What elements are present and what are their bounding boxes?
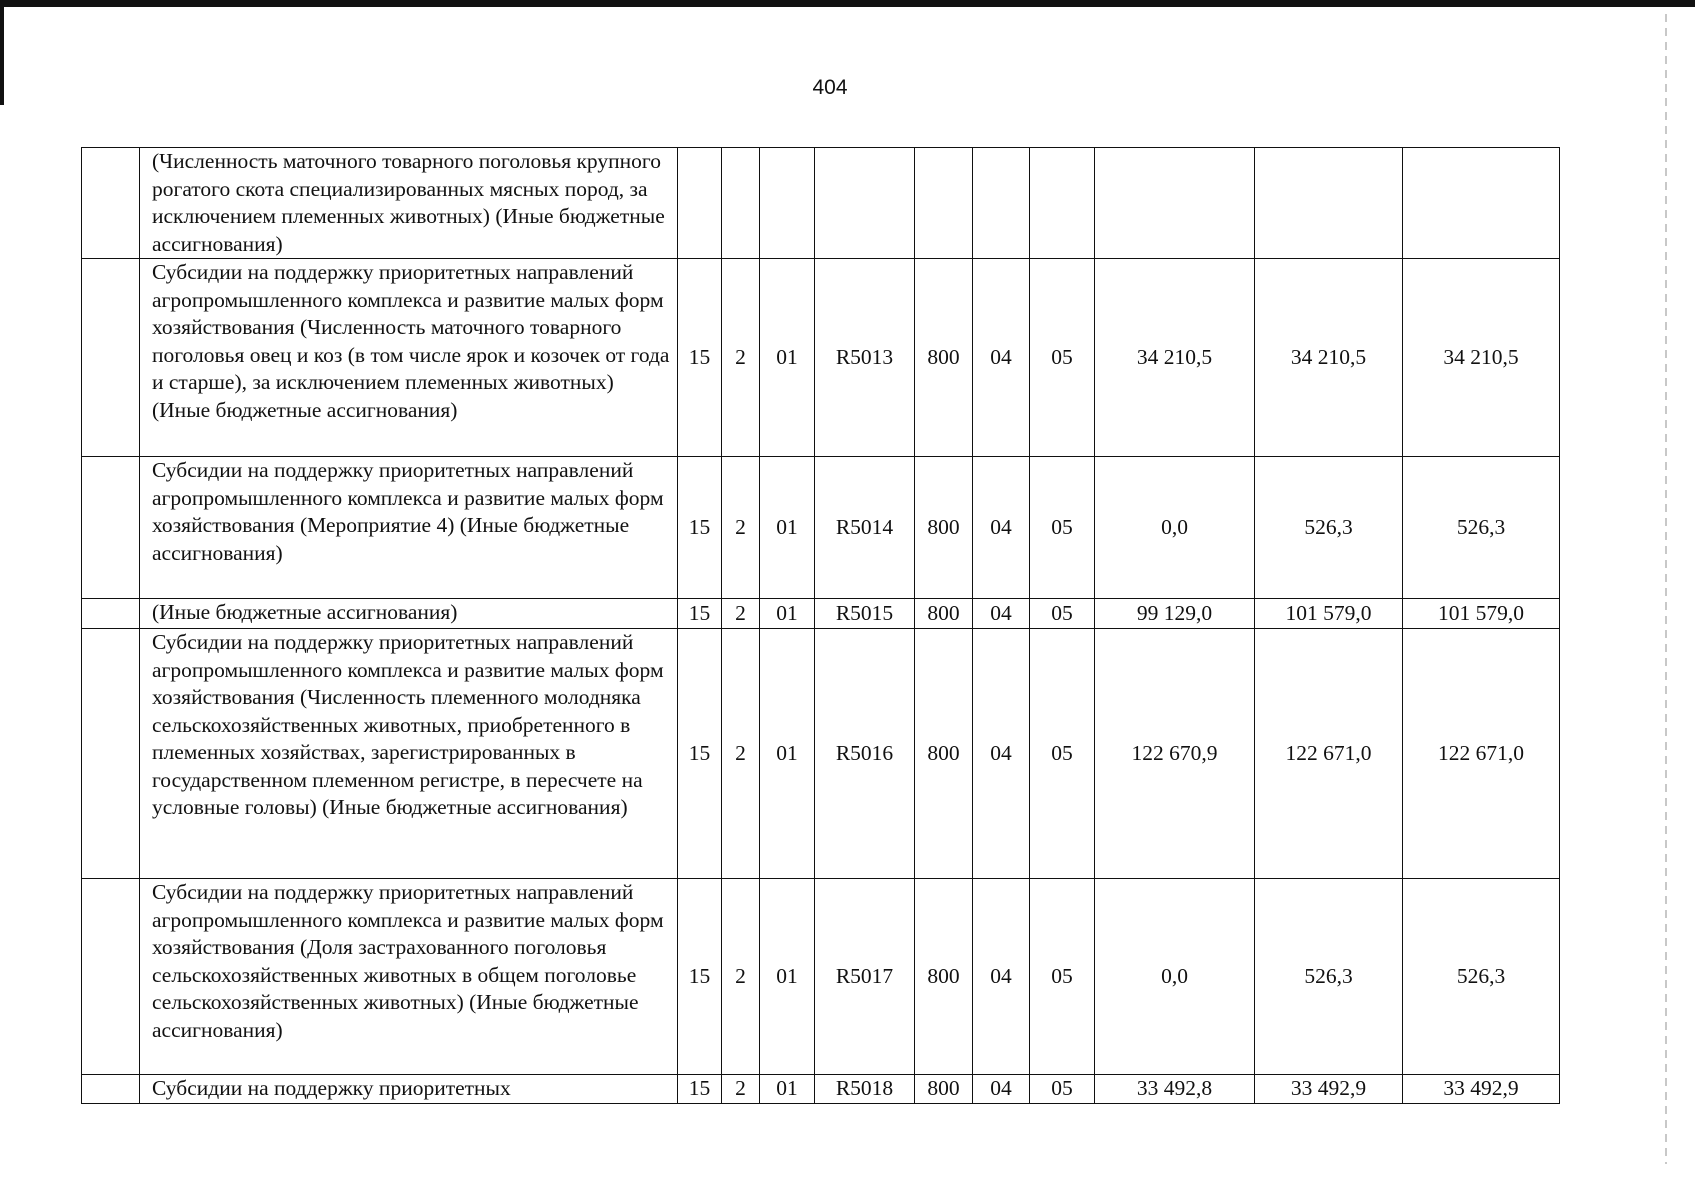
subprogram-code: 2 (722, 457, 760, 599)
row-number-cell (82, 148, 140, 259)
direction-code: R5013 (815, 259, 915, 457)
direction-code: R5015 (815, 599, 915, 629)
subsection-code: 05 (1030, 259, 1095, 457)
expense-type-code: 800 (915, 629, 973, 879)
subprogram-code: 2 (722, 879, 760, 1075)
table-row (82, 1075, 1560, 1104)
amount-year-1: 0,0 (1095, 457, 1255, 599)
subsection-code: 05 (1030, 879, 1095, 1075)
amount-year-2: 33 492,9 (1255, 1075, 1403, 1104)
direction-code: R5017 (815, 879, 915, 1075)
amount-year-2: 526,3 (1255, 457, 1403, 599)
direction-code (815, 148, 915, 259)
subsection-code: 05 (1030, 629, 1095, 879)
main-event-code: 01 (760, 457, 815, 599)
subprogram-code: 2 (722, 629, 760, 879)
expense-type-code: 800 (915, 1075, 973, 1104)
row-number-cell (82, 629, 140, 879)
expense-name: Субсидии на поддержку приоритетных направлений агропромышленного комплекса и развитие малых форм хозяйствования (Численность маточного товарного поголовья овец и коз (в том числе ярок и козочек от года и старше), за исключением племенных животных) (Иные бюджетные ассигнования) (140, 259, 678, 457)
amount-year-3: 122 671,0 (1403, 629, 1560, 879)
page-number: 404 (812, 76, 848, 99)
program-code: 15 (678, 1075, 722, 1104)
row-number-cell (82, 599, 140, 629)
table-row (82, 599, 1560, 629)
amount-year-3: 101 579,0 (1403, 599, 1560, 629)
main-event-code: 01 (760, 599, 815, 629)
section-code: 04 (973, 1075, 1030, 1104)
subprogram-code: 2 (722, 1075, 760, 1104)
amount-year-1: 122 670,9 (1095, 629, 1255, 879)
section-code (973, 148, 1030, 259)
direction-code: R5016 (815, 629, 915, 879)
subprogram-code (722, 148, 760, 259)
subprogram-code: 2 (722, 599, 760, 629)
main-event-code (760, 148, 815, 259)
amount-year-1: 34 210,5 (1095, 259, 1255, 457)
expense-type-code (915, 148, 973, 259)
scan-edge-right (1665, 14, 1667, 1164)
section-code: 04 (973, 259, 1030, 457)
amount-year-1: 33 492,8 (1095, 1075, 1255, 1104)
main-event-code: 01 (760, 1075, 815, 1104)
amount-year-2: 122 671,0 (1255, 629, 1403, 879)
amount-year-3: 33 492,9 (1403, 1075, 1560, 1104)
row-number-cell (82, 259, 140, 457)
subsection-code (1030, 148, 1095, 259)
direction-code: R5014 (815, 457, 915, 599)
program-code: 15 (678, 879, 722, 1075)
expense-type-code: 800 (915, 259, 973, 457)
program-code: 15 (678, 599, 722, 629)
amount-year-3: 34 210,5 (1403, 259, 1560, 457)
row-number-cell (82, 1075, 140, 1104)
program-code (678, 148, 722, 259)
expense-name: (Численность маточного товарного поголовья крупного рогатого скота специализированных мясных пород, за исключением племенных животных) (Иные бюджетные ассигнования) (140, 148, 678, 259)
row-number-cell (82, 457, 140, 599)
amount-year-2: 101 579,0 (1255, 599, 1403, 629)
table-row (82, 259, 1560, 457)
program-code: 15 (678, 457, 722, 599)
expense-name: Субсидии на поддержку приоритетных направлений агропромышленного комплекса и развитие малых форм хозяйствования (Численность племенного молодняка сельскохозяйственных животных, приобретенного в племенных хозяйствах, зарегистрированных в государственном племенном регистре, в пересчете на условные головы) (Иные бюджетные ассигнования) (140, 629, 678, 879)
expense-name: Субсидии на поддержку приоритетных направлений агропромышленного комплекса и развитие малых форм хозяйствования (Мероприятие 4) (Иные бюджетные ассигнования) (140, 457, 678, 599)
subsection-code: 05 (1030, 457, 1095, 599)
program-code: 15 (678, 629, 722, 879)
amount-year-1: 0,0 (1095, 879, 1255, 1075)
amount-year-3: 526,3 (1403, 879, 1560, 1075)
amount-year-2: 526,3 (1255, 879, 1403, 1075)
amount-year-2: 34 210,5 (1255, 259, 1403, 457)
amount-year-3 (1403, 148, 1560, 259)
row-number-cell (82, 879, 140, 1075)
section-code: 04 (973, 457, 1030, 599)
expense-type-code: 800 (915, 599, 973, 629)
subprogram-code: 2 (722, 259, 760, 457)
amount-year-1: 99 129,0 (1095, 599, 1255, 629)
main-event-code: 01 (760, 879, 815, 1075)
table-row (82, 879, 1560, 1075)
budget-table (81, 147, 1560, 1104)
expense-type-code: 800 (915, 457, 973, 599)
main-event-code: 01 (760, 259, 815, 457)
table-row (82, 457, 1560, 599)
subsection-code: 05 (1030, 1075, 1095, 1104)
amount-year-3: 526,3 (1403, 457, 1560, 599)
amount-year-2 (1255, 148, 1403, 259)
main-event-code: 01 (760, 629, 815, 879)
program-code: 15 (678, 259, 722, 457)
expense-name: Субсидии на поддержку приоритетных (140, 1075, 678, 1104)
section-code: 04 (973, 879, 1030, 1075)
section-code: 04 (973, 629, 1030, 879)
scan-border-top (0, 0, 1695, 7)
table-row (82, 148, 1560, 259)
direction-code: R5018 (815, 1075, 915, 1104)
section-code: 04 (973, 599, 1030, 629)
expense-type-code: 800 (915, 879, 973, 1075)
subsection-code: 05 (1030, 599, 1095, 629)
expense-name: (Иные бюджетные ассигнования) (140, 599, 678, 629)
expense-name: Субсидии на поддержку приоритетных направлений агропромышленного комплекса и развитие малых форм хозяйствования (Доля застрахованного поголовья сельскохозяйственных животных в общем поголовье сельскохозяйственных животных) (Иные бюджетные ассигнования) (140, 879, 678, 1075)
table-row (82, 629, 1560, 879)
amount-year-1 (1095, 148, 1255, 259)
